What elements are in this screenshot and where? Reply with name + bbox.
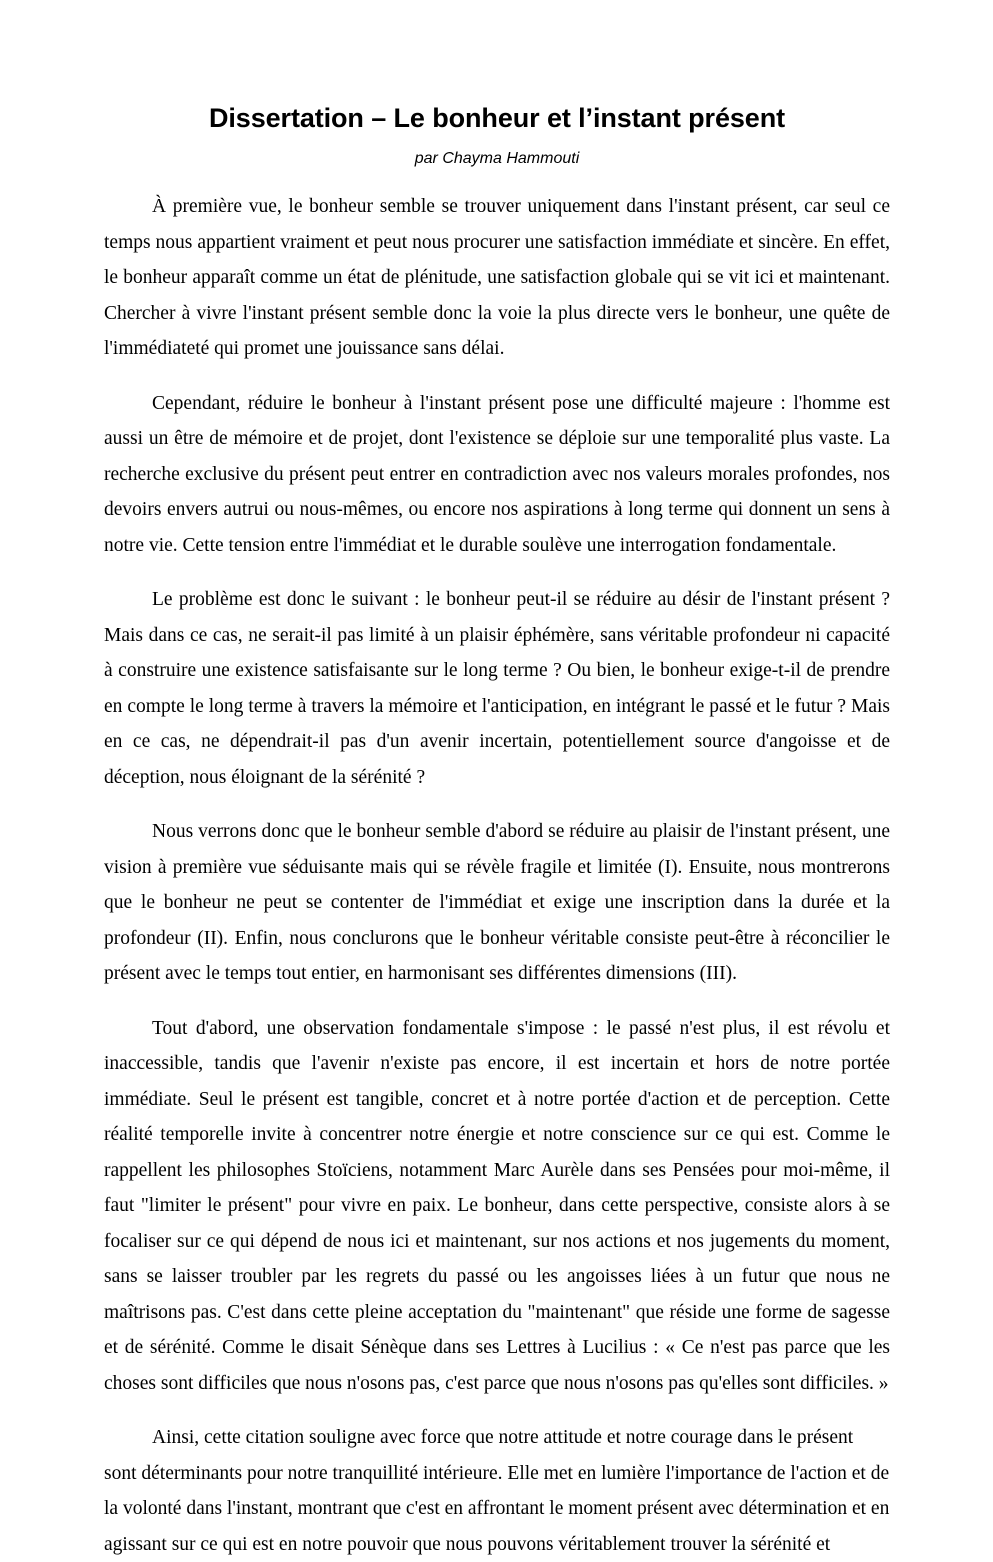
paragraph-4: Nous verrons donc que le bonheur semble d'abord se réduire au plaisir de l'instant présent, une vision à première vue séduisante mais qui se révèle fragile et limitée (I). Ensuite, nous montrerons que le bonheur ne peut se contenter de l'immédiat et exige une inscription dans la durée et la profondeur (II). Enfin, nous conclurons que le bonheur véritable consiste peut-être à réconcilier le présent avec le temps tout entier, en harmonisant ses différentes dimensions (III). [104,821,890,985]
paragraph-5: Tout d'abord, une observation fondamentale s'impose : le passé n'est plus, il est révolu et inaccessible, tandis que l'avenir n'existe pas encore, il est incertain et hors de notre portée immédiate. Seul le présent est tangible, concret et à notre portée d'action et de perception. Cette réalité temporelle invite à concentrer notre énergie et notre conscience sur ce qui est. Comme le rappellent les philosophes Stoïciens, notamment Marc Aurèle dans ses Pensées pour moi-même, il faut "limiter le présent" pour vivre en paix. Le bonheur, dans cette perspective, consiste alors à se focaliser sur ce qui dépend de nous ici et maintenant, sur nos actions et nos jugements du moment, sans se laisser troubler par les regrets du passé ou les angoisses liées à un futur que nous ne maîtrisons pas. C'est dans cette pleine acceptation du "maintenant" que réside une forme de sagesse et de sérénité. Comme le disait Sénèque dans ses Lettres à Lucilius : « Ce n'est pas parce que les choses sont difficiles que nous n'osons pas, c'est parce que nous n'osons pas qu'elles sont difficiles. » [104,1017,890,1394]
paragraph-3: Le problème est donc le suivant : le bonheur peut-il se réduire au désir de l'instant présent ? Mais dans ce cas, ne serait-il pas limité à un plaisir éphémère, sans véritable profondeur ni capacité à construire une existence satisfaisante sur le long terme ? Ou bien, le bonheur exige-t-il de prendre en compte le long terme à travers la mémoire et l'anticipation, en intégrant le passé et le futur ? Mais en ce cas, ne dépendrait-il pas d'un avenir incertain, potentiellement source d'angoisse et de déception, nous éloignant de la sérénité ? [104,589,890,788]
page-title: Dissertation – Le bonheur et l’instant présent [208,103,785,133]
paragraph-1: À première vue, le bonheur semble se trouver uniquement dans l'instant présent, car seul ce temps nous appartient vraiment et peut nous procurer une satisfaction immédiate et sincère. En effet, le bonheur apparaît comme un état de plénitude, une satisfaction globale qui se vit ici et maintenant. Chercher à vivre l'instant présent semble donc la voie la plus directe vers le bonheur, une quête de l'immédiateté qui promet une jouissance sans délai. [104,196,890,360]
body-text [104,189,890,1562]
paragraph-6: Ainsi, cette citation souligne avec force que notre attitude et notre courage dans le présent sont déterminants pour notre tranquillité intérieure. Elle met en lumière l'importance de l'action et de la volonté dans l'instant, montrant que c'est en affrontant le moment présent avec détermination et en agissant sur ce qui est en notre pouvoir que nous pouvons véritablement trouver la sérénité et [104,1427,890,1555]
paragraph-2: Cependant, réduire le bonheur à l'instant présent pose une difficulté majeure : l'homme est aussi un être de mémoire et de projet, dont l'existence se déploie sur une temporalité plus vaste. La recherche exclusive du présent peut entrer en contradiction avec nos valeurs morales profondes, nos devoirs envers autrui ou nous-mêmes, ou encore nos aspirations à long terme qui donnent un sens à notre vie. Cette tension entre l'immédiat et le durable soulève une interrogation fondamentale. [104,392,890,556]
document-content [104,0,890,1562]
author-byline: par Chayma Hammouti [414,150,580,168]
